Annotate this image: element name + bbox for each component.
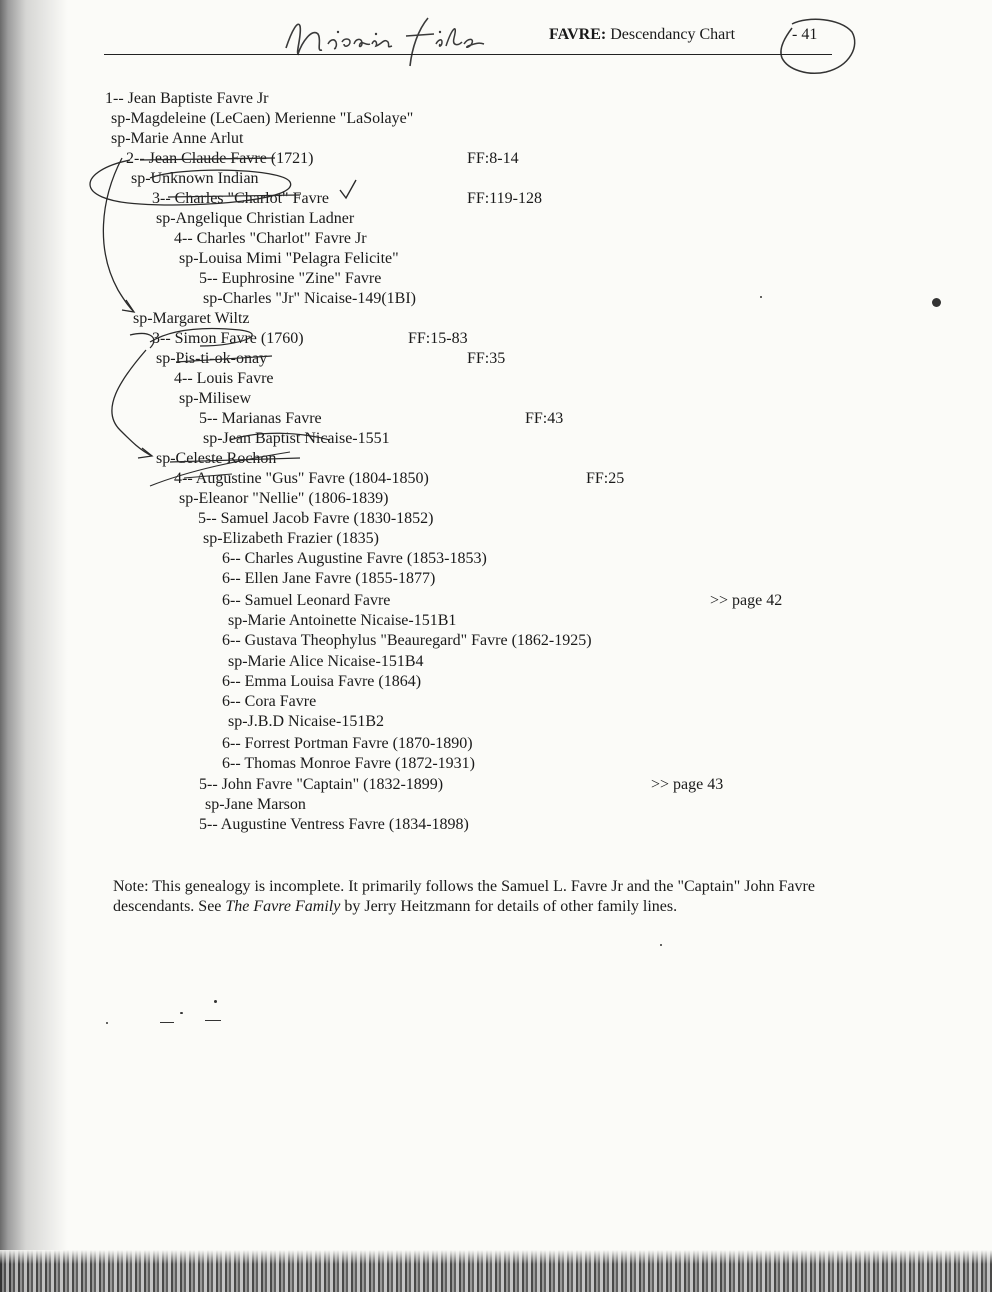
entry-line: sp-Eleanor "Nellie" (1806-1839) — [179, 490, 389, 507]
entry-line: sp-Marie Antoinette Nicaise-151B1 — [228, 612, 457, 629]
handwritten-file-note — [278, 8, 488, 68]
entry-line: sp-Margaret Wiltz — [133, 310, 250, 327]
entry-line: 2-- Jean Claude Favre (1721) — [126, 150, 314, 167]
entry-line: 5-- John Favre "Captain" (1832-1899) — [199, 776, 444, 793]
book-title: The Favre Family — [225, 898, 341, 915]
page-reference: >> page 43 — [651, 776, 724, 793]
page-number: - 41 — [792, 26, 818, 43]
entry-ref: FF:8-14 — [467, 150, 519, 167]
entry-line: 6-- Thomas Monroe Favre (1872-1931) — [222, 755, 475, 772]
entry-line: sp-Pis-ti-ok-onay — [156, 350, 268, 367]
entry-line: 5-- Samuel Jacob Favre (1830-1852) — [198, 510, 434, 527]
note-text-end: by Jerry Heitzmann for details of other family lines. — [340, 898, 678, 915]
note-text-start: Note: This genealogy is incomplete. It primarily follows the Samuel L. Favre Jr and the "Captain" John Favre descendants. See — [113, 878, 815, 915]
scan-bottom-noise — [0, 1250, 992, 1292]
page-reference: >> page 42 — [710, 592, 783, 609]
entry-line: sp-Angelique Christian Ladner — [156, 210, 355, 227]
entry-line: 6-- Emma Louisa Favre (1864) — [222, 673, 422, 690]
scan-speck — [106, 1022, 108, 1024]
scan-speck — [932, 298, 941, 307]
entry-line: sp-Milisew — [179, 390, 251, 407]
entry-line: sp-Jean Baptist Nicaise-1551 — [203, 430, 390, 447]
entry-line: sp-Marie Alice Nicaise-151B4 — [228, 653, 424, 670]
entry-line: sp-Unknown Indian — [131, 170, 259, 187]
chart-header-title — [549, 26, 735, 44]
entry-line: sp-Jane Marson — [205, 796, 306, 813]
entry-line: 5-- Augustine Ventress Favre (1834-1898) — [199, 816, 469, 833]
scan-speck — [205, 1020, 221, 1021]
entry-line: 4-- Augustine "Gus" Favre (1804-1850) — [174, 470, 429, 487]
handwritten-circle-mark — [778, 14, 858, 78]
entry-ref: FF:35 — [467, 350, 506, 367]
entry-line: 6-- Forrest Portman Favre (1870-1890) — [222, 735, 473, 752]
entry-line: sp-Magdeleine (LeCaen) Merienne "LaSolaye" — [111, 110, 414, 127]
scan-speck — [760, 296, 762, 298]
chart-title: Descendancy Chart — [610, 26, 736, 43]
entry-line: 6-- Samuel Leonard Favre — [222, 592, 391, 609]
entry-line: sp-Celeste Rochon — [156, 450, 277, 467]
entry-ref: FF:43 — [525, 410, 564, 427]
entry-line: 1-- Jean Baptiste Favre Jr — [105, 90, 269, 107]
entry-line: sp-Louisa Mimi "Pelagra Felicite" — [179, 250, 399, 267]
header-rule — [104, 54, 832, 55]
entry-ref: FF:15-83 — [408, 330, 468, 347]
entry-line: 4-- Louis Favre — [174, 370, 274, 387]
entry-line: 3-- Simon Favre (1760) — [152, 330, 304, 347]
scan-speck — [660, 944, 662, 946]
entry-line: 3-- Charles "Charlot" Favre — [152, 190, 330, 207]
scan-speck — [214, 1000, 217, 1003]
entry-line: 5-- Euphrosine "Zine" Favre — [199, 270, 382, 287]
entry-line: 6-- Gustava Theophylus "Beauregard" Favre (1862-1925) — [222, 632, 592, 649]
surname-label: FAVRE: — [549, 26, 607, 43]
scan-speck — [180, 1012, 183, 1014]
scan-speck — [160, 1022, 174, 1023]
scan-binding-shadow — [0, 0, 70, 1292]
entry-line: sp-Charles "Jr" Nicaise-149(1BI) — [203, 290, 417, 307]
entry-line: sp-Marie Anne Arlut — [111, 130, 244, 147]
entry-line: 6-- Cora Favre — [222, 693, 317, 710]
entry-ref: FF:25 — [586, 470, 625, 487]
entry-line: sp-J.B.D Nicaise-151B2 — [228, 713, 384, 730]
entry-line: 6-- Charles Augustine Favre (1853-1853) — [222, 550, 487, 567]
entry-line: sp-Elizabeth Frazier (1835) — [203, 530, 379, 547]
entry-line: 5-- Marianas Favre — [199, 410, 322, 427]
entry-line: 4-- Charles "Charlot" Favre Jr — [174, 230, 367, 247]
entry-line: 6-- Ellen Jane Favre (1855-1877) — [222, 570, 436, 587]
genealogy-note — [113, 877, 823, 917]
entry-ref: FF:119-128 — [467, 190, 542, 207]
